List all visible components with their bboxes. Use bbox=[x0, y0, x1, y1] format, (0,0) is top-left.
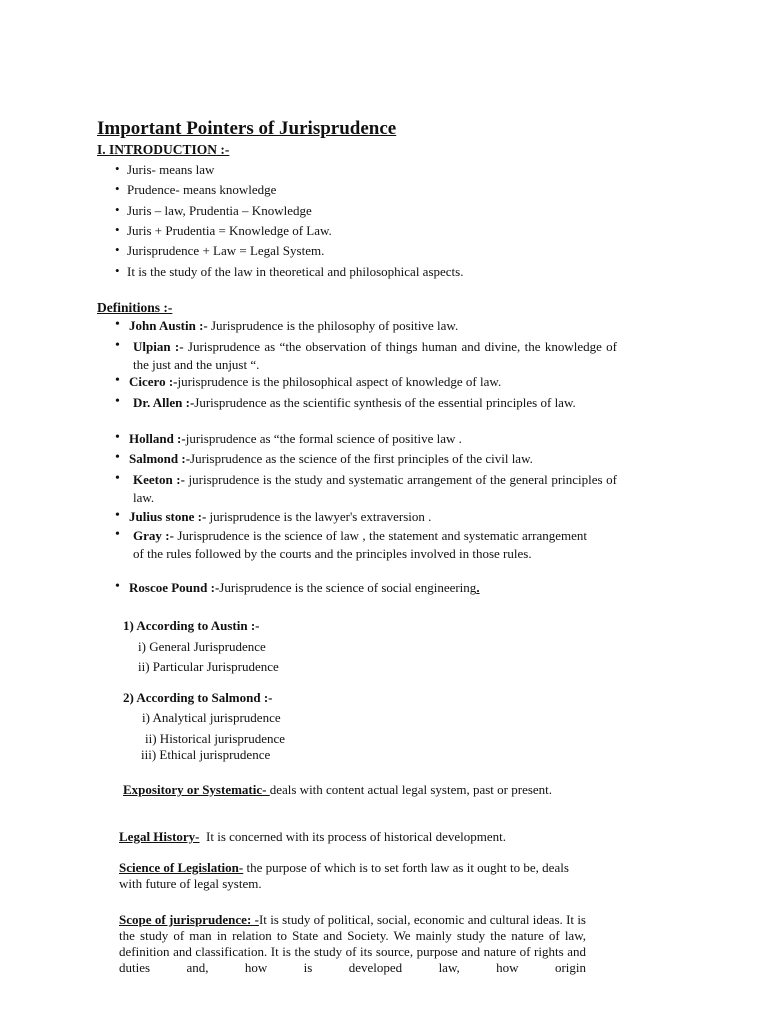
expository-paragraph: Expository or Systematic- deals with content actual legal system, past or present. bbox=[123, 782, 553, 797]
intro-bullet: • Juris + Prudentia = Knowledge of Law. bbox=[115, 222, 332, 238]
page-title: Important Pointers of Jurisprudence bbox=[97, 118, 397, 139]
intro-bullet: • Jurisprudence + Law = Legal System. bbox=[115, 242, 325, 258]
definition-item: • Ulpian :- Jurisprudence as “the observation of things human and divine, the knowledge of the just and the unjust “. bbox=[115, 338, 618, 372]
definition-item: • Dr. Allen :-Jurisprudence as the scientific synthesis of the essential principles of law. bbox=[115, 394, 576, 410]
definition-item: • Gray :- Jurisprudence is the science of law , the statement and systematic arrangement of the rules followed by the courts and the principles involved in those rules. bbox=[115, 527, 587, 561]
intro-heading: I. INTRODUCTION :- bbox=[97, 142, 230, 157]
intro-bullet: • Prudence- means knowledge bbox=[115, 181, 277, 197]
legislation-paragraph: Science of Legislation- the purpose of which is to set forth law as it ought to be, deals with future of legal system. bbox=[119, 860, 569, 891]
definition-item: • Roscoe Pound :-Jurisprudence is the science of social engineering. bbox=[115, 579, 480, 595]
salmond-heading: 2) According to Salmond :- bbox=[123, 690, 273, 705]
salmond-item: ii) Historical jurisprudence bbox=[145, 731, 286, 746]
intro-bullet: • Juris- means law bbox=[115, 161, 215, 177]
definition-item: • John Austin :- Jurisprudence is the philosophy of positive law. bbox=[115, 317, 459, 333]
definition-item: • Keeton :- jurisprudence is the study and systematic arrangement of the general principles of law. bbox=[115, 471, 617, 505]
austin-item: i) General Jurisprudence bbox=[138, 639, 266, 654]
definition-item: • Julius stone :- jurisprudence is the lawyer's extraversion . bbox=[115, 508, 432, 524]
legal-history-paragraph: Legal History- It is concerned with its process of historical development. bbox=[119, 829, 507, 844]
intro-bullet: • Juris – law, Prudentia – Knowledge bbox=[115, 202, 312, 218]
austin-item: ii) Particular Jurisprudence bbox=[138, 659, 279, 674]
salmond-item: i) Analytical jurisprudence bbox=[142, 710, 281, 725]
definition-item: • Holland :-jurisprudence as “the formal science of positive law . bbox=[115, 430, 462, 446]
definitions-heading: Definitions :- bbox=[97, 300, 173, 315]
austin-heading: 1) According to Austin :- bbox=[123, 618, 260, 633]
definition-item: • Salmond :-Jurisprudence as the science of the first principles of the civil law. bbox=[115, 450, 533, 466]
intro-bullet: • It is the study of the law in theoretical and philosophical aspects. bbox=[115, 263, 464, 279]
salmond-item: iii) Ethical jurisprudence bbox=[141, 747, 271, 762]
definition-item: • Cicero :-jurisprudence is the philosophical aspect of knowledge of law. bbox=[115, 373, 502, 389]
scope-paragraph: Scope of jurisprudence: -It is study of political, social, economic and cultural ideas. It is the study of man in relation to State and Society. We mainly study the nature of law, definition and classification. It is the study of its source, purpose and nature of rights and duties and, how is developed law, how origin bbox=[119, 912, 586, 975]
